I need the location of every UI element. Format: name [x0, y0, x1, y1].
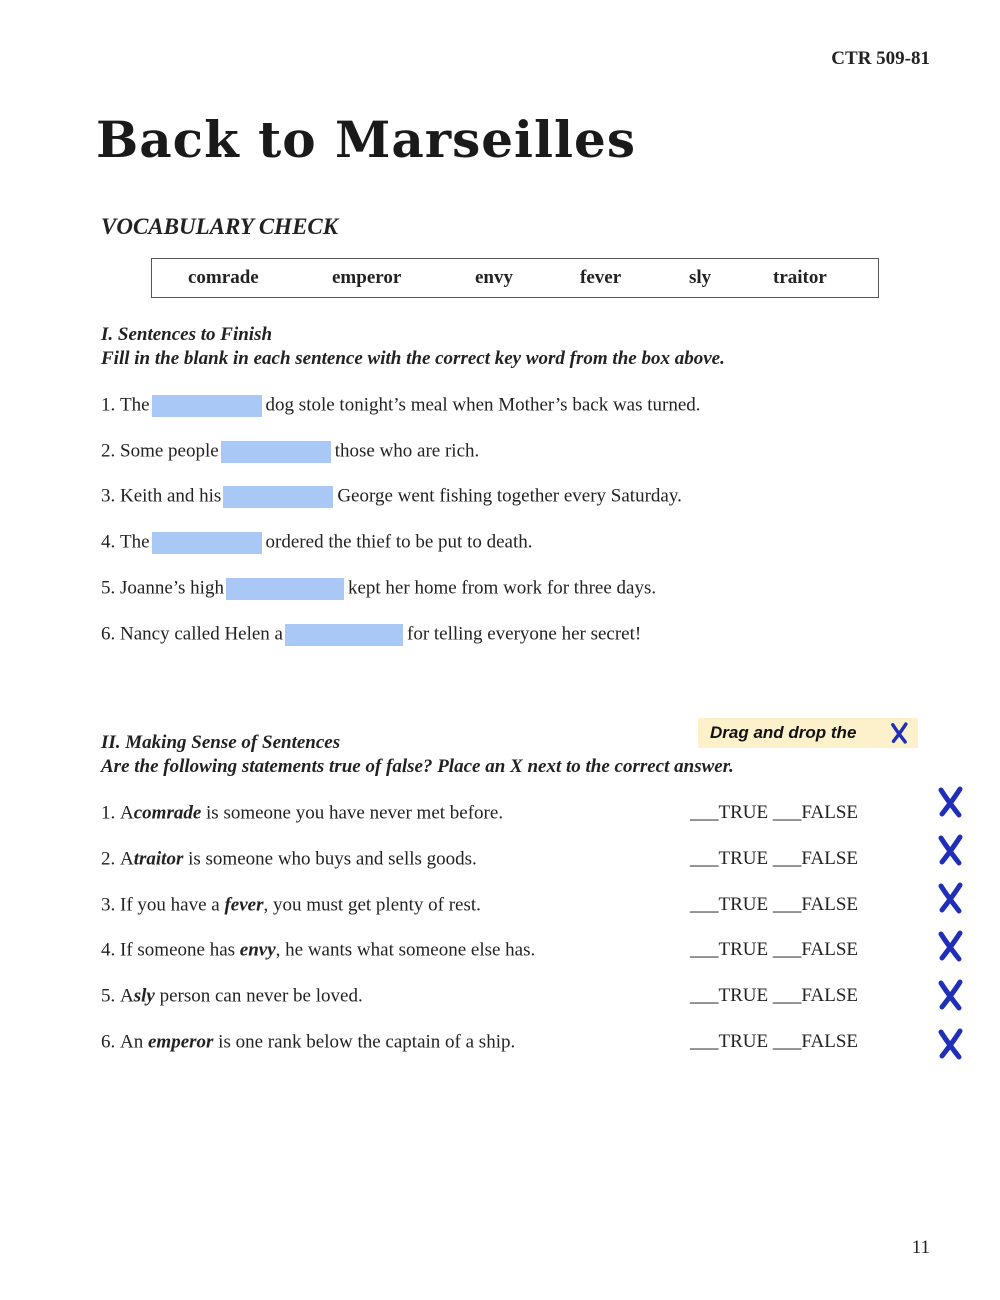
tf-answer-slots-5 [690, 984, 858, 1008]
tf-answer-slots-6 [690, 1030, 858, 1054]
sentence-start: Joanne’s high [120, 577, 224, 599]
section-1-instruction: Fill in the blank in each sentence with the correct key word from the box above. [101, 348, 725, 369]
true-slot[interactable]: ___TRUE [690, 802, 769, 823]
answer-blank-5[interactable] [226, 578, 344, 600]
word-bank-item: envy [475, 267, 513, 288]
sentence-start: The [120, 531, 150, 553]
tf-statement-1 [101, 801, 503, 825]
answer-blank-6[interactable] [285, 624, 403, 646]
answer-blank-1[interactable] [152, 395, 262, 417]
word-bank-item: traitor [773, 267, 827, 288]
item-number: 6. [101, 1031, 116, 1053]
tf-statement-2 [101, 847, 477, 871]
fill-sentence-6 [101, 622, 641, 646]
drag-tip-text: Drag and drop the [710, 723, 857, 742]
vocabulary-heading: VOCABULARY CHECK [101, 214, 339, 239]
document-code: CTR 509-81 [831, 48, 930, 69]
section-2-instruction: Are the following statements true of false? Place an X next to the correct answer. [101, 756, 734, 777]
item-number: 1. [101, 394, 116, 416]
sentence-start: Nancy called Helen a [120, 623, 283, 645]
true-slot[interactable]: ___TRUE [690, 848, 769, 869]
statement-end: person can never be loved. [159, 985, 363, 1007]
item-number: 4. [101, 531, 116, 553]
item-number: 4. [101, 939, 116, 961]
true-slot[interactable]: ___TRUE [690, 939, 769, 960]
answer-blank-3[interactable] [223, 486, 333, 508]
draggable-x-mark-icon[interactable] [934, 1028, 966, 1060]
item-number: 5. [101, 577, 116, 599]
key-word: sly [133, 985, 155, 1007]
tf-answer-slots-3 [690, 893, 858, 917]
true-slot[interactable]: ___TRUE [690, 985, 769, 1006]
statement-start: If you have a [120, 894, 220, 916]
key-word: comrade [133, 802, 202, 824]
item-number: 2. [101, 848, 116, 870]
draggable-x-mark-icon[interactable] [934, 786, 966, 818]
false-slot[interactable]: ___FALSE [772, 939, 859, 960]
key-word: emperor [147, 1031, 214, 1053]
statement-end: is someone you have never met before. [206, 802, 504, 824]
draggable-x-mark-icon[interactable] [934, 930, 966, 962]
answer-blank-2[interactable] [221, 441, 331, 463]
word-bank-item: sly [689, 267, 712, 288]
sentence-start: Keith and his [120, 485, 222, 507]
sentence-end: ordered the thief to be put to death. [265, 531, 533, 553]
tf-statement-3 [101, 893, 481, 917]
statement-end: is one rank below the captain of a ship. [218, 1031, 516, 1053]
item-number: 1. [101, 802, 116, 824]
key-word: fever [224, 894, 264, 916]
tf-statement-4 [101, 938, 535, 962]
answer-blank-4[interactable] [152, 532, 262, 554]
statement-start: If someone has [120, 939, 236, 961]
draggable-x-mark-icon[interactable] [934, 882, 966, 914]
drag-instruction-tip [698, 718, 918, 748]
draggable-x-mark-icon[interactable] [934, 979, 966, 1011]
section-1-title: I. Sentences to Finish [101, 324, 273, 345]
fill-sentence-2 [101, 439, 479, 463]
item-number: 5. [101, 985, 116, 1007]
statement-end: , you must get plenty of rest. [263, 894, 481, 916]
fill-sentence-3 [101, 484, 682, 508]
tf-statement-6 [101, 1030, 515, 1054]
tf-answer-slots-2 [690, 847, 858, 871]
statement-start: A [120, 802, 134, 824]
item-number: 2. [101, 440, 116, 462]
item-number: 6. [101, 623, 116, 645]
statement-end: is someone who buys and sells goods. [188, 848, 477, 870]
statement-start: A [120, 985, 134, 1007]
sentence-end: dog stole tonight’s meal when Mother’s back was turned. [265, 394, 701, 416]
sentence-end: George went fishing together every Saturday. [337, 485, 682, 507]
true-slot[interactable]: ___TRUE [690, 1031, 769, 1052]
false-slot[interactable]: ___FALSE [772, 894, 859, 915]
sentence-start: Some people [120, 440, 219, 462]
tf-answer-slots-4 [690, 938, 858, 962]
false-slot[interactable]: ___FALSE [772, 1031, 859, 1052]
page-title: Back to Marseilles [96, 110, 636, 169]
item-number: 3. [101, 485, 116, 507]
fill-sentence-4 [101, 530, 533, 554]
key-word: envy [239, 939, 276, 961]
word-bank [151, 258, 879, 298]
item-number: 3. [101, 894, 116, 916]
true-slot[interactable]: ___TRUE [690, 894, 769, 915]
false-slot[interactable]: ___FALSE [772, 848, 859, 869]
sentence-end: kept her home from work for three days. [347, 577, 657, 599]
tf-statement-5 [101, 984, 363, 1008]
draggable-x-mark-icon[interactable] [934, 834, 966, 866]
statement-start: An [120, 1031, 144, 1053]
section-2-title: II. Making Sense of Sentences [101, 732, 341, 753]
word-bank-item: fever [580, 267, 622, 288]
key-word: traitor [133, 848, 184, 870]
x-mark-icon [888, 722, 910, 744]
fill-sentence-1 [101, 393, 701, 417]
statement-start: A [120, 848, 134, 870]
sentence-end: for telling everyone her secret! [407, 623, 642, 645]
false-slot[interactable]: ___FALSE [772, 985, 859, 1006]
word-bank-item: emperor [332, 267, 402, 288]
false-slot[interactable]: ___FALSE [772, 802, 859, 823]
sentence-end: those who are rich. [334, 440, 480, 462]
word-bank-item: comrade [188, 267, 259, 288]
tf-answer-slots-1 [690, 801, 858, 825]
statement-end: , he wants what someone else has. [275, 939, 536, 961]
sentence-start: The [120, 394, 150, 416]
page-number: 11 [911, 1237, 930, 1258]
fill-sentence-5 [101, 576, 656, 600]
